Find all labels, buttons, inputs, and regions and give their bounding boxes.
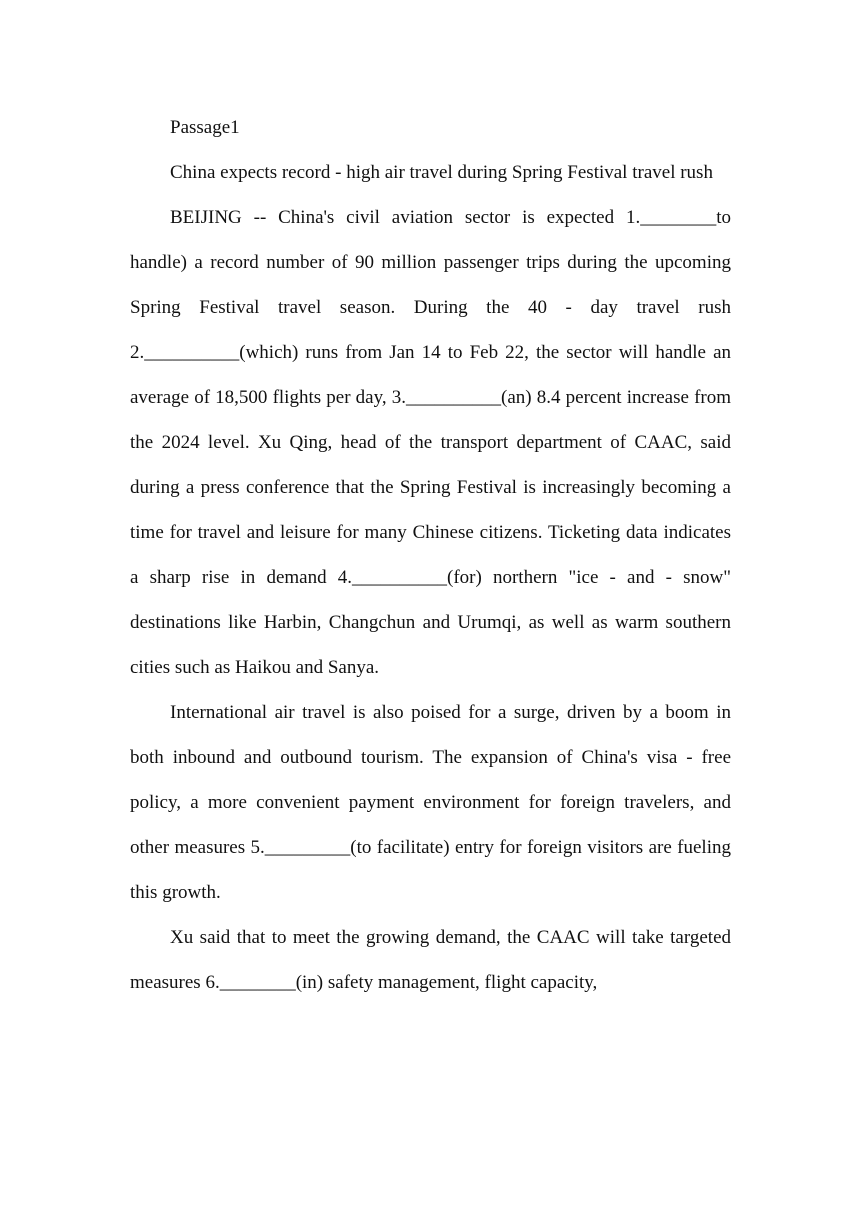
paragraph-1: BEIJING -- China's civil aviation sector is expected 1.________to handle) a record number of 90 million passenger trips during the upcoming Spring Festival travel season. During the 40 - day travel rush 2.__________(which) runs from Jan 14 to Feb 22, the sector will handle an average of 18,500 flights per day, 3.__________(an) 8.4 percent increase from the 2024 level. Xu Qing, head of the transport department of CAAC, said during a press conference that the Spring Festival is increasingly becoming a time for travel and leisure for many Chinese citizens. Ticketing data indicates a sharp rise in demand 4.__________(for) northern "ice - and - snow" destinations like Harbin, Changchun and Urumqi, as well as warm southern cities such as Haikou and Sanya. <box>130 207 731 678</box>
paragraph-3: Xu said that to meet the growing demand, the CAAC will take targeted measures 6.________(in) safety management, flight capacity, <box>130 927 731 993</box>
passage-label: Passage1 <box>170 117 240 138</box>
document-page <box>130 105 731 1005</box>
headline: China expects record - high air travel during Spring Festival travel rush <box>170 162 713 183</box>
paragraph-2: International air travel is also poised for a surge, driven by a boom in both inbound and outbound tourism. The expansion of China's visa - free policy, a more convenient payment environment for foreign travelers, and other measures 5._________(to facilitate) entry for foreign visitors are fueling this growth. <box>130 702 731 903</box>
